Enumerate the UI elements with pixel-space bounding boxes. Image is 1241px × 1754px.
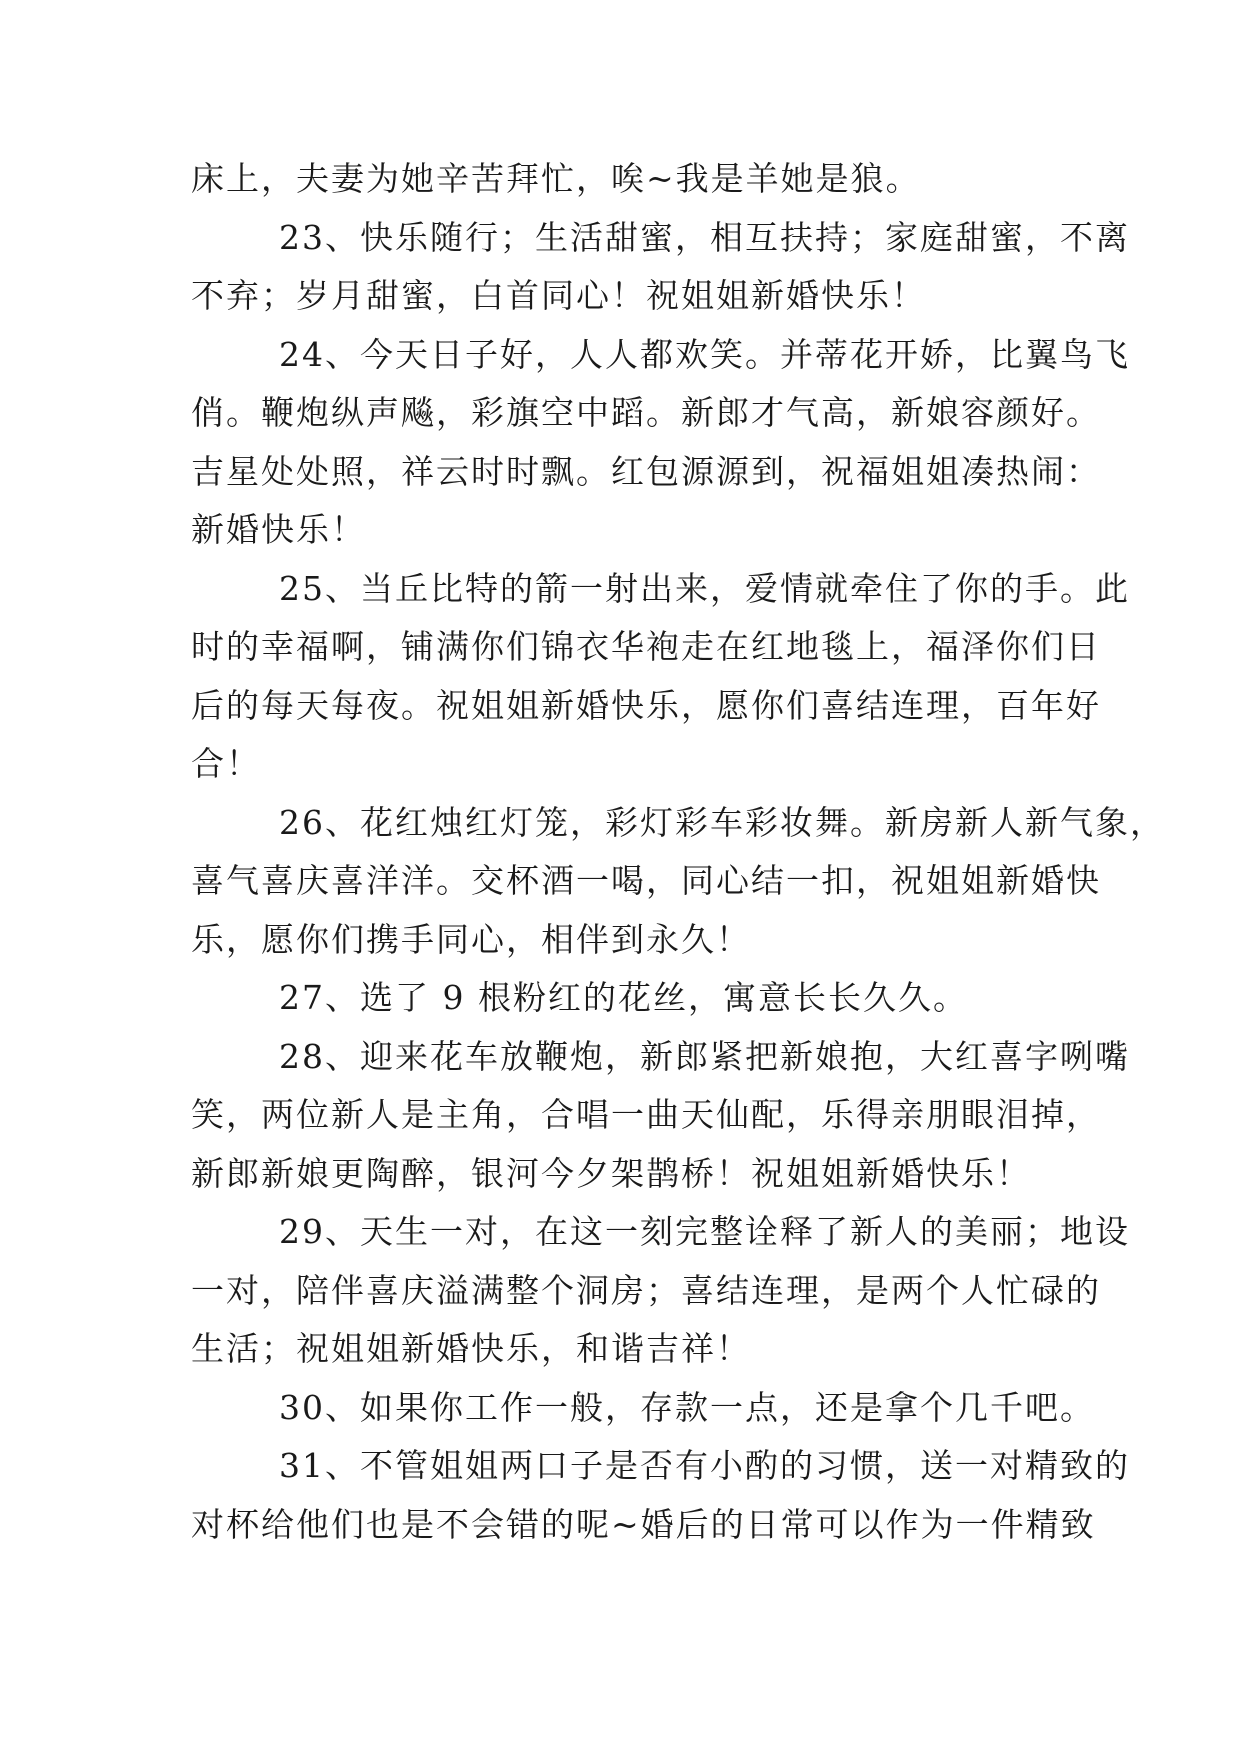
text-line: 喜气喜庆喜洋洋。交杯酒一喝，同心结一扣，祝姐姐新婚快 bbox=[191, 861, 1101, 900]
text-line: 一对，陪伴喜庆溢满整个洞房；喜结连理，是两个人忙碌的 bbox=[191, 1270, 1101, 1310]
paragraph bbox=[190, 326, 1130, 560]
text-line: 不弃；岁月甜蜜，白首同心！祝姐姐新婚快乐！ bbox=[191, 276, 926, 315]
paragraph bbox=[190, 1203, 1130, 1379]
paragraph bbox=[190, 1379, 1095, 1438]
paragraph bbox=[190, 150, 1050, 209]
text-line: 俏。鞭炮纵声飚，彩旗空中蹈。新郎才气高，新娘容颜好。 bbox=[191, 393, 1101, 432]
text-line: 床上，夫妻为她辛苦拜忙，唉~我是羊她是狼。 bbox=[191, 159, 921, 198]
paragraph bbox=[190, 1437, 1130, 1554]
text-line: 生活；祝姐姐新婚快乐，和谐吉祥！ bbox=[191, 1329, 751, 1368]
text-line: 后的每天每夜。祝姐姐新婚快乐，愿你们喜结连理，百年好 bbox=[191, 685, 1101, 725]
paragraph bbox=[190, 1028, 1130, 1204]
text-line: 23、快乐随行；生活甜蜜，相互扶持；家庭甜蜜，不离 bbox=[279, 217, 1130, 257]
text-line: 26、花红烛红灯笼，彩灯彩车彩妆舞。新房新人新气象， bbox=[279, 802, 1165, 842]
text-line: 合！ bbox=[191, 744, 261, 783]
text-line: 28、迎来花车放鞭炮，新郎紧把新娘抱，大红喜字咧嘴 bbox=[279, 1036, 1130, 1076]
text-line: 25、当丘比特的箭一射出来，爱情就牵住了你的手。此 bbox=[279, 568, 1130, 608]
text-line: 时的幸福啊，铺满你们锦衣华袍走在红地毯上，福泽你们日 bbox=[191, 627, 1101, 666]
text-line: 新婚快乐！ bbox=[191, 510, 366, 549]
paragraph bbox=[190, 560, 1130, 794]
text-line: 27、选了 9 根粉红的花丝，寓意长长久久。 bbox=[279, 978, 968, 1017]
text-line: 笑，两位新人是主角，合唱一曲天仙配，乐得亲朋眼泪掉， bbox=[191, 1095, 1101, 1134]
text-line: 29、天生一对，在这一刻完整诠释了新人的美丽；地设 bbox=[279, 1212, 1130, 1251]
text-line: 24、今天日子好，人人都欢笑。并蒂花开娇，比翼鸟飞 bbox=[279, 334, 1130, 374]
paragraph bbox=[190, 209, 1130, 326]
paragraph bbox=[190, 794, 1165, 970]
document-body bbox=[190, 150, 1165, 1554]
text-line: 30、如果你工作一般，存款一点，还是拿个几千吧。 bbox=[279, 1387, 1095, 1427]
text-line: 新郎新娘更陶醉，银河今夕架鹊桥！祝姐姐新婚快乐！ bbox=[191, 1153, 1031, 1193]
text-line: 对杯给他们也是不会错的呢~婚后的日常可以作为一件精致 bbox=[191, 1504, 1096, 1544]
text-line: 吉星处处照，祥云时时飘。红包源源到，祝福姐姐凑热闹： bbox=[191, 451, 1101, 491]
paragraph bbox=[190, 969, 1050, 1028]
text-line: 乐，愿你们携手同心，相伴到永久！ bbox=[191, 919, 751, 959]
text-line: 31、不管姐姐两口子是否有小酌的习惯，送一对精致的 bbox=[279, 1446, 1130, 1485]
